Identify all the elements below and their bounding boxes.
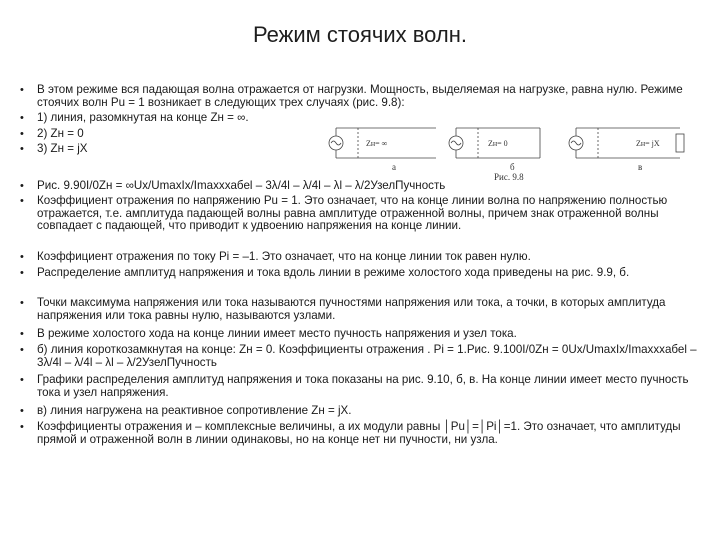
slide-title: Режим стоячих волн. <box>252 22 468 47</box>
caption-a: а <box>392 162 396 172</box>
label-a: Zн= ∞ <box>366 139 388 148</box>
list-item-text: 2) Zн = 0 <box>37 127 84 140</box>
circuit-figure <box>318 118 698 188</box>
reactive-load-icon <box>676 134 684 152</box>
list-item-text: Коэффициент отражения по напряжению Pu = 1. Это означает, что на конце линии волна по напряжению полностью отражается, т.е. амплитуда падающей волны равна амплитуде отраженной волны, причем знак отраженной волны совпадает с падающей, что приводит к удвоению напряжения на конце линии. <box>37 194 668 232</box>
label-b: Zн= 0 <box>488 139 508 148</box>
sine-icon <box>571 141 581 145</box>
list-item-text: Коэффициенты отражения и – комплексные величины, а их модули равны │Pu│=│Pi│=1. Это означает, что амплитуды прямой и отраженной волн в линии одинаковы, но на конце нет ни пучности, ни узла. <box>37 420 681 446</box>
bullet-icon: • <box>20 195 24 207</box>
bullet-icon: • <box>20 180 24 192</box>
circuit-c <box>569 128 684 158</box>
bullet-icon: • <box>20 344 24 356</box>
list-item-text: Распределение амплитуд напряжения и тока вдоль линии в режиме холостого хода приведены на рис. 9.9, б. <box>37 266 630 279</box>
list-item-text: 1) линия, разомкнутая на конце Zн = ∞. <box>37 111 249 124</box>
caption-c: в <box>638 162 643 172</box>
bullet-icon: • <box>20 421 24 433</box>
bullet-icon: • <box>20 84 24 96</box>
bullet-icon: • <box>20 128 24 140</box>
bullet-icon: • <box>20 405 24 417</box>
list-item-text: в) линия нагружена на реактивное сопротивление Zн = jX. <box>37 404 352 417</box>
list-item-text: Точки максимума напряжения или тока называются пучностями напряжения или тока, а точки, в которых амплитуда напряжения или тока равны нулю, называются узлами. <box>37 296 666 322</box>
list-item-text: Графики распределения амплитуд напряжения и тока показаны на рис. 9.10, б, в. На конце линии имеет место пучность тока и узел напряжения. <box>37 373 689 399</box>
bullet-icon: • <box>20 143 24 155</box>
bullet-icon: • <box>20 297 24 309</box>
bullet-icon: • <box>20 112 24 124</box>
sine-icon <box>451 141 461 145</box>
list-item-text: Коэффициент отражения по току Pi = –1. Это означает, что на конце линии ток равен нулю. <box>37 250 531 263</box>
bullet-icon: • <box>20 251 24 263</box>
list-item-text: В этом режиме вся падающая волна отражается от нагрузки. Мощность, выделяемая на нагрузке, равна нулю. Режиме стоячих волн Pu = 1 возникает в следующих трех случаях (рис. 9.8): <box>37 83 683 109</box>
label-c: Zн= jX <box>636 139 660 148</box>
list-item-text: 3) Zн = jX <box>37 142 88 155</box>
bullet-icon: • <box>20 267 24 279</box>
list-item-text: Рис. 9.90I/0Zн = ∞Ux/UmaxIx/Imaxxxaбеl – 3λ/4l – λ/4l – λl – λ/2УзелПучность <box>37 179 446 192</box>
figure-caption: Рис. 9.8 <box>494 172 524 182</box>
bullet-icon: • <box>20 374 24 386</box>
sine-icon <box>331 141 341 145</box>
caption-b: б <box>510 162 515 172</box>
list-item-text: б) линия короткозамкнутая на конце: Zн = 0. Коэффициенты отражения . Pi = 1.Рис. 9.100I/0Zн = 0Ux/UmaxIx/Imaxxxaбеl – 3λ/4l – λ/4l – λl – λ/2УзелПучность <box>37 343 697 369</box>
list-item-text: В режиме холостого хода на конце линии имеет место пучность напряжения и узел тока. <box>37 327 517 340</box>
bullet-icon: • <box>20 328 24 340</box>
